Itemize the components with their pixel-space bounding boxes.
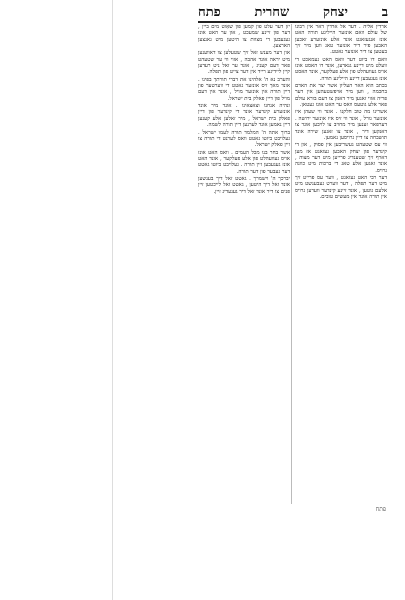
paragraph: אשר בחר בנו מכל העמים . וואס האט אונז אויס געוועהלט פון אלע פעלקער , אונד האט אונז געגעבען זיין תורה . געלויבט ביזטו גאטט דער געבער פון דער תורה. (198, 149, 290, 175)
paragraph: ונהיה אנחנו וצאצאינו . אונד מיר אונד אונזערע קינדער אונד די קינדער פון דיין פאלק בית ישראל , מיר זאלען אלע קענען דיין נאמען אונד לערנען דיין תורה לשמה. (198, 103, 290, 129)
paragraph: אשרינו מה טוב חלקנו . אונד ווי שעהן איז אונזער גורל , אונד ווי זיס איז אונזער ירושה . דערפאר זענען מיר מחויב צו לויבען אונד צו דאנקען דיר , אונד צו זאגען שירה אונד תושבחה צו דיין גרויסען נאמען. (295, 109, 387, 141)
paragraph: יזן דער עלט פון קמען פון שאַוט מים ביין , דער פון זיינע שמעכט , און ער האט אונז געגעבען די מצוות צו היטען מיט גאנצען הארצען. (198, 24, 290, 50)
paragraph: והערב נא ה' אלהינו את דברי תורתך בפינו . אונד מאך זיס אונזער גאטט די ווערטער פון דיין תורה אין אונזער מויל , אונד אין דעם מויל פון דיין פאלק בית ישראל. (198, 76, 290, 102)
column-divider (291, 24, 292, 504)
paragraph: און דער מענש זאל זיך שטעלען צו דאווענען מיט יראה אונד אהבה , אזוי ווי ער שטעהט פאר דעם קעניג , אונד ער זאל ניט רעדען קיין ליידיגע רייד אין דער צייט פון תפלה. (198, 50, 290, 76)
text-column-left (198, 24, 290, 498)
paragraph: דער רבי האט געזאגט , ווער עס פרייט זיך מיט דער תפלה , דער ווערט געבענשט מיט אלעם גוטען , אונד זיינע קינדער ווערען גרויס אין תורה אונד אין מעשים טובים. (295, 174, 387, 200)
footer-signature: פתח (375, 506, 386, 513)
paragraph: יברכך ה' וישמרך . גאטט זאל דיך בענשען אונד זאל דיך היטען , גאטט זאל לייכטען זיין פנים צו דיר אונד זאל דיר גענעדיג זיין. (198, 175, 290, 195)
paragraph: ארדין אליה . דער אל ארדין דאר אין רבונו של עולם וואם אונזער הייליגע תורה האט אונז אנגעזאגט אונד אלע אונזערע זאכען האבען פיר דיר אונזער טאג ווען מיר זיך בעטען צו דיר אונזער גאטט. (295, 24, 387, 56)
header-section: שחרית (254, 5, 290, 20)
header-page-label: פתח (198, 5, 221, 20)
header-page-letter: ב (381, 5, 388, 20)
scan-edge (112, 0, 113, 600)
paragraph: וואם דו ביזט דער וואס האט געמאכט די וועלט מיט דיינע גנאדען, אונד דו האסט אונז אויס געוועהלט פון אלע פעלקער, אונד האסט אונז געגעבען דיינע הייליגע תורה. (295, 56, 387, 82)
paragraph: ברוך אתה ה' המלמד תורה לעמו ישראל . געלויבט ביזטו גאטט וואס לערנט די תורה צו זיין פאלק ישראל. (198, 129, 290, 149)
paragraph: בכתב הוא האר העליון אשר יצר את האדם בחכמה , ווען מיר אויפשטעהען אין דער פריה אזוי זאגען מיר דאנק צו דעם בורא עולם פאר אלע גוטעס וואס ער האט אונז געטאן. (295, 83, 387, 109)
header-chapter: יצחק (323, 5, 348, 20)
paragraph: ווי עס שטעהט געשריבען אין פסוק , און די קינדער פון יצחק האבען געזאגט אז מען דארף זיך שטענדיג פרייען מיט דער מצוה , אונד זאגען אלע טאג די ברכות מיט כוונה גרויס. (295, 142, 387, 174)
text-column-right (295, 24, 387, 509)
page-header (198, 3, 388, 21)
header-rule (198, 21, 388, 23)
